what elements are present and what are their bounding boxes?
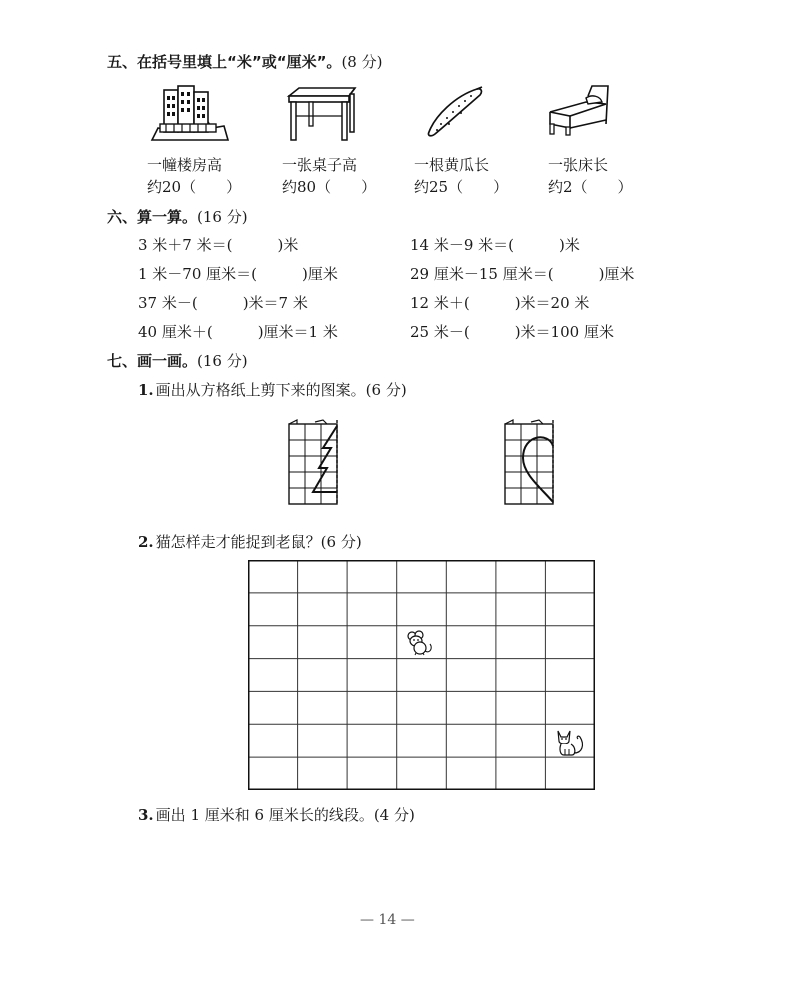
bed-icon [548, 84, 610, 136]
table-icon [287, 86, 357, 142]
folded-paper-zigzag [287, 418, 343, 506]
equation[interactable]: 12 米＋( )米＝20 米 [410, 294, 590, 312]
section5-heading: 五、在括号里填上“米”或“厘米”。(8 分) [107, 53, 383, 71]
mouse-icon [406, 630, 436, 656]
cat-mouse-grid[interactable] [248, 560, 595, 790]
equation[interactable]: 40 厘米＋( )厘米＝1 米 [138, 323, 338, 341]
item-answer[interactable]: 约20（ ） [147, 178, 242, 196]
cat-icon [554, 727, 588, 757]
item-answer[interactable]: 约25（ ） [414, 178, 509, 196]
question-2: 2. 猫怎样走才能捉到老鼠？(6 分) [138, 533, 362, 551]
equation[interactable]: 29 厘米－15 厘米＝( )厘米 [410, 265, 635, 283]
cucumber-icon [425, 86, 485, 138]
question-1: 1. 画出从方格纸上剪下来的图案。(6 分) [138, 381, 407, 399]
item-desc: 一幢楼房高 [147, 156, 223, 174]
item-desc: 一根黄瓜长 [414, 156, 490, 174]
item-answer[interactable]: 约80（ ） [282, 178, 377, 196]
section7-heading: 七、画一画。(16 分) [107, 352, 248, 370]
building-icon [150, 84, 230, 142]
item-answer[interactable]: 约2（ ） [548, 178, 633, 196]
equation[interactable]: 3 米＋7 米＝( )米 [138, 236, 299, 254]
page-number: — 14 — [360, 912, 415, 928]
section6-heading: 六、算一算。(16 分) [107, 208, 248, 226]
equation[interactable]: 37 米－( )米＝7 米 [138, 294, 308, 312]
question-3: 3. 画出 1 厘米和 6 厘米长的线段。(4 分) [138, 806, 415, 824]
equation[interactable]: 25 米－( )米＝100 厘米 [410, 323, 614, 341]
equation[interactable]: 14 米－9 米＝( )米 [410, 236, 580, 254]
folded-paper-heart [501, 418, 557, 506]
item-desc: 一张床长 [548, 156, 609, 174]
equation[interactable]: 1 米－70 厘米＝( )厘米 [138, 265, 338, 283]
item-desc: 一张桌子高 [282, 156, 358, 174]
